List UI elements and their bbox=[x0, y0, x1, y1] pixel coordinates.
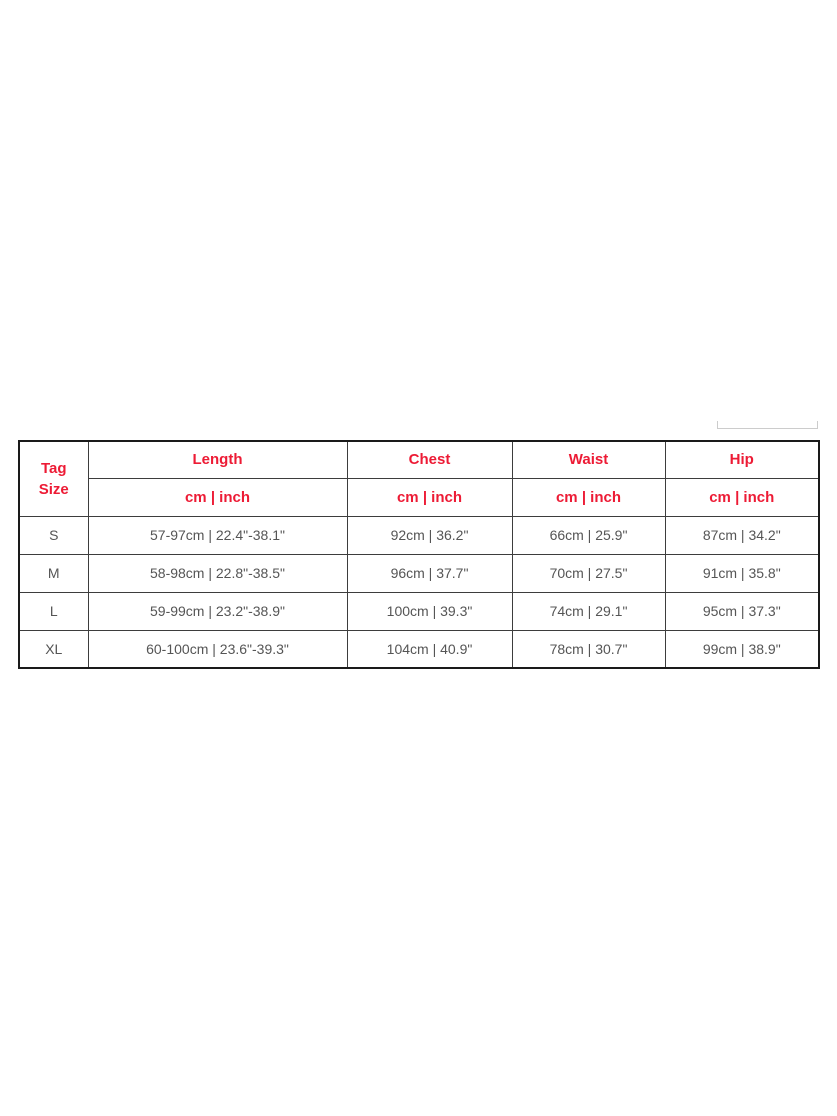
size-cell: XL bbox=[19, 630, 88, 668]
hip-cell: 99cm | 38.9" bbox=[665, 630, 819, 668]
table-row-size-l bbox=[19, 592, 819, 630]
tag-size-header-cell bbox=[19, 441, 88, 516]
header-row-units bbox=[19, 478, 819, 516]
size-chart-table bbox=[18, 440, 820, 669]
column-header-length: Length bbox=[88, 441, 347, 478]
length-cell: 60-100cm | 23.6"-39.3" bbox=[88, 630, 347, 668]
chest-cell: 100cm | 39.3" bbox=[347, 592, 512, 630]
unit-header-hip: cm | inch bbox=[665, 478, 819, 516]
table-row-size-s bbox=[19, 516, 819, 554]
column-header-hip: Hip bbox=[665, 441, 819, 478]
length-cell: 57-97cm | 22.4"-38.1" bbox=[88, 516, 347, 554]
waist-cell: 78cm | 30.7" bbox=[512, 630, 665, 668]
waist-cell: 70cm | 27.5" bbox=[512, 554, 665, 592]
length-cell: 59-99cm | 23.2"-38.9" bbox=[88, 592, 347, 630]
cropped-box-bottom-edge bbox=[717, 421, 818, 429]
tag-size-line-1: Tag bbox=[40, 459, 67, 477]
table-row-size-xl bbox=[19, 630, 819, 668]
column-header-chest: Chest bbox=[347, 441, 512, 478]
table-row-size-m bbox=[19, 554, 819, 592]
size-cell: L bbox=[19, 592, 88, 630]
chest-cell: 96cm | 37.7" bbox=[347, 554, 512, 592]
waist-cell: 74cm | 29.1" bbox=[512, 592, 665, 630]
hip-cell: 87cm | 34.2" bbox=[665, 516, 819, 554]
hip-cell: 95cm | 37.3" bbox=[665, 592, 819, 630]
size-cell: M bbox=[19, 554, 88, 592]
unit-header-chest: cm | inch bbox=[347, 478, 512, 516]
header-row-measurements bbox=[19, 441, 819, 478]
length-cell: 58-98cm | 22.8"-38.5" bbox=[88, 554, 347, 592]
hip-cell: 91cm | 35.8" bbox=[665, 554, 819, 592]
chest-cell: 92cm | 36.2" bbox=[347, 516, 512, 554]
unit-header-length: cm | inch bbox=[88, 478, 347, 516]
size-cell: S bbox=[19, 516, 88, 554]
column-header-waist: Waist bbox=[512, 441, 665, 478]
unit-header-waist: cm | inch bbox=[512, 478, 665, 516]
tag-size-line-2: Size bbox=[38, 480, 69, 498]
waist-cell: 66cm | 25.9" bbox=[512, 516, 665, 554]
chest-cell: 104cm | 40.9" bbox=[347, 630, 512, 668]
